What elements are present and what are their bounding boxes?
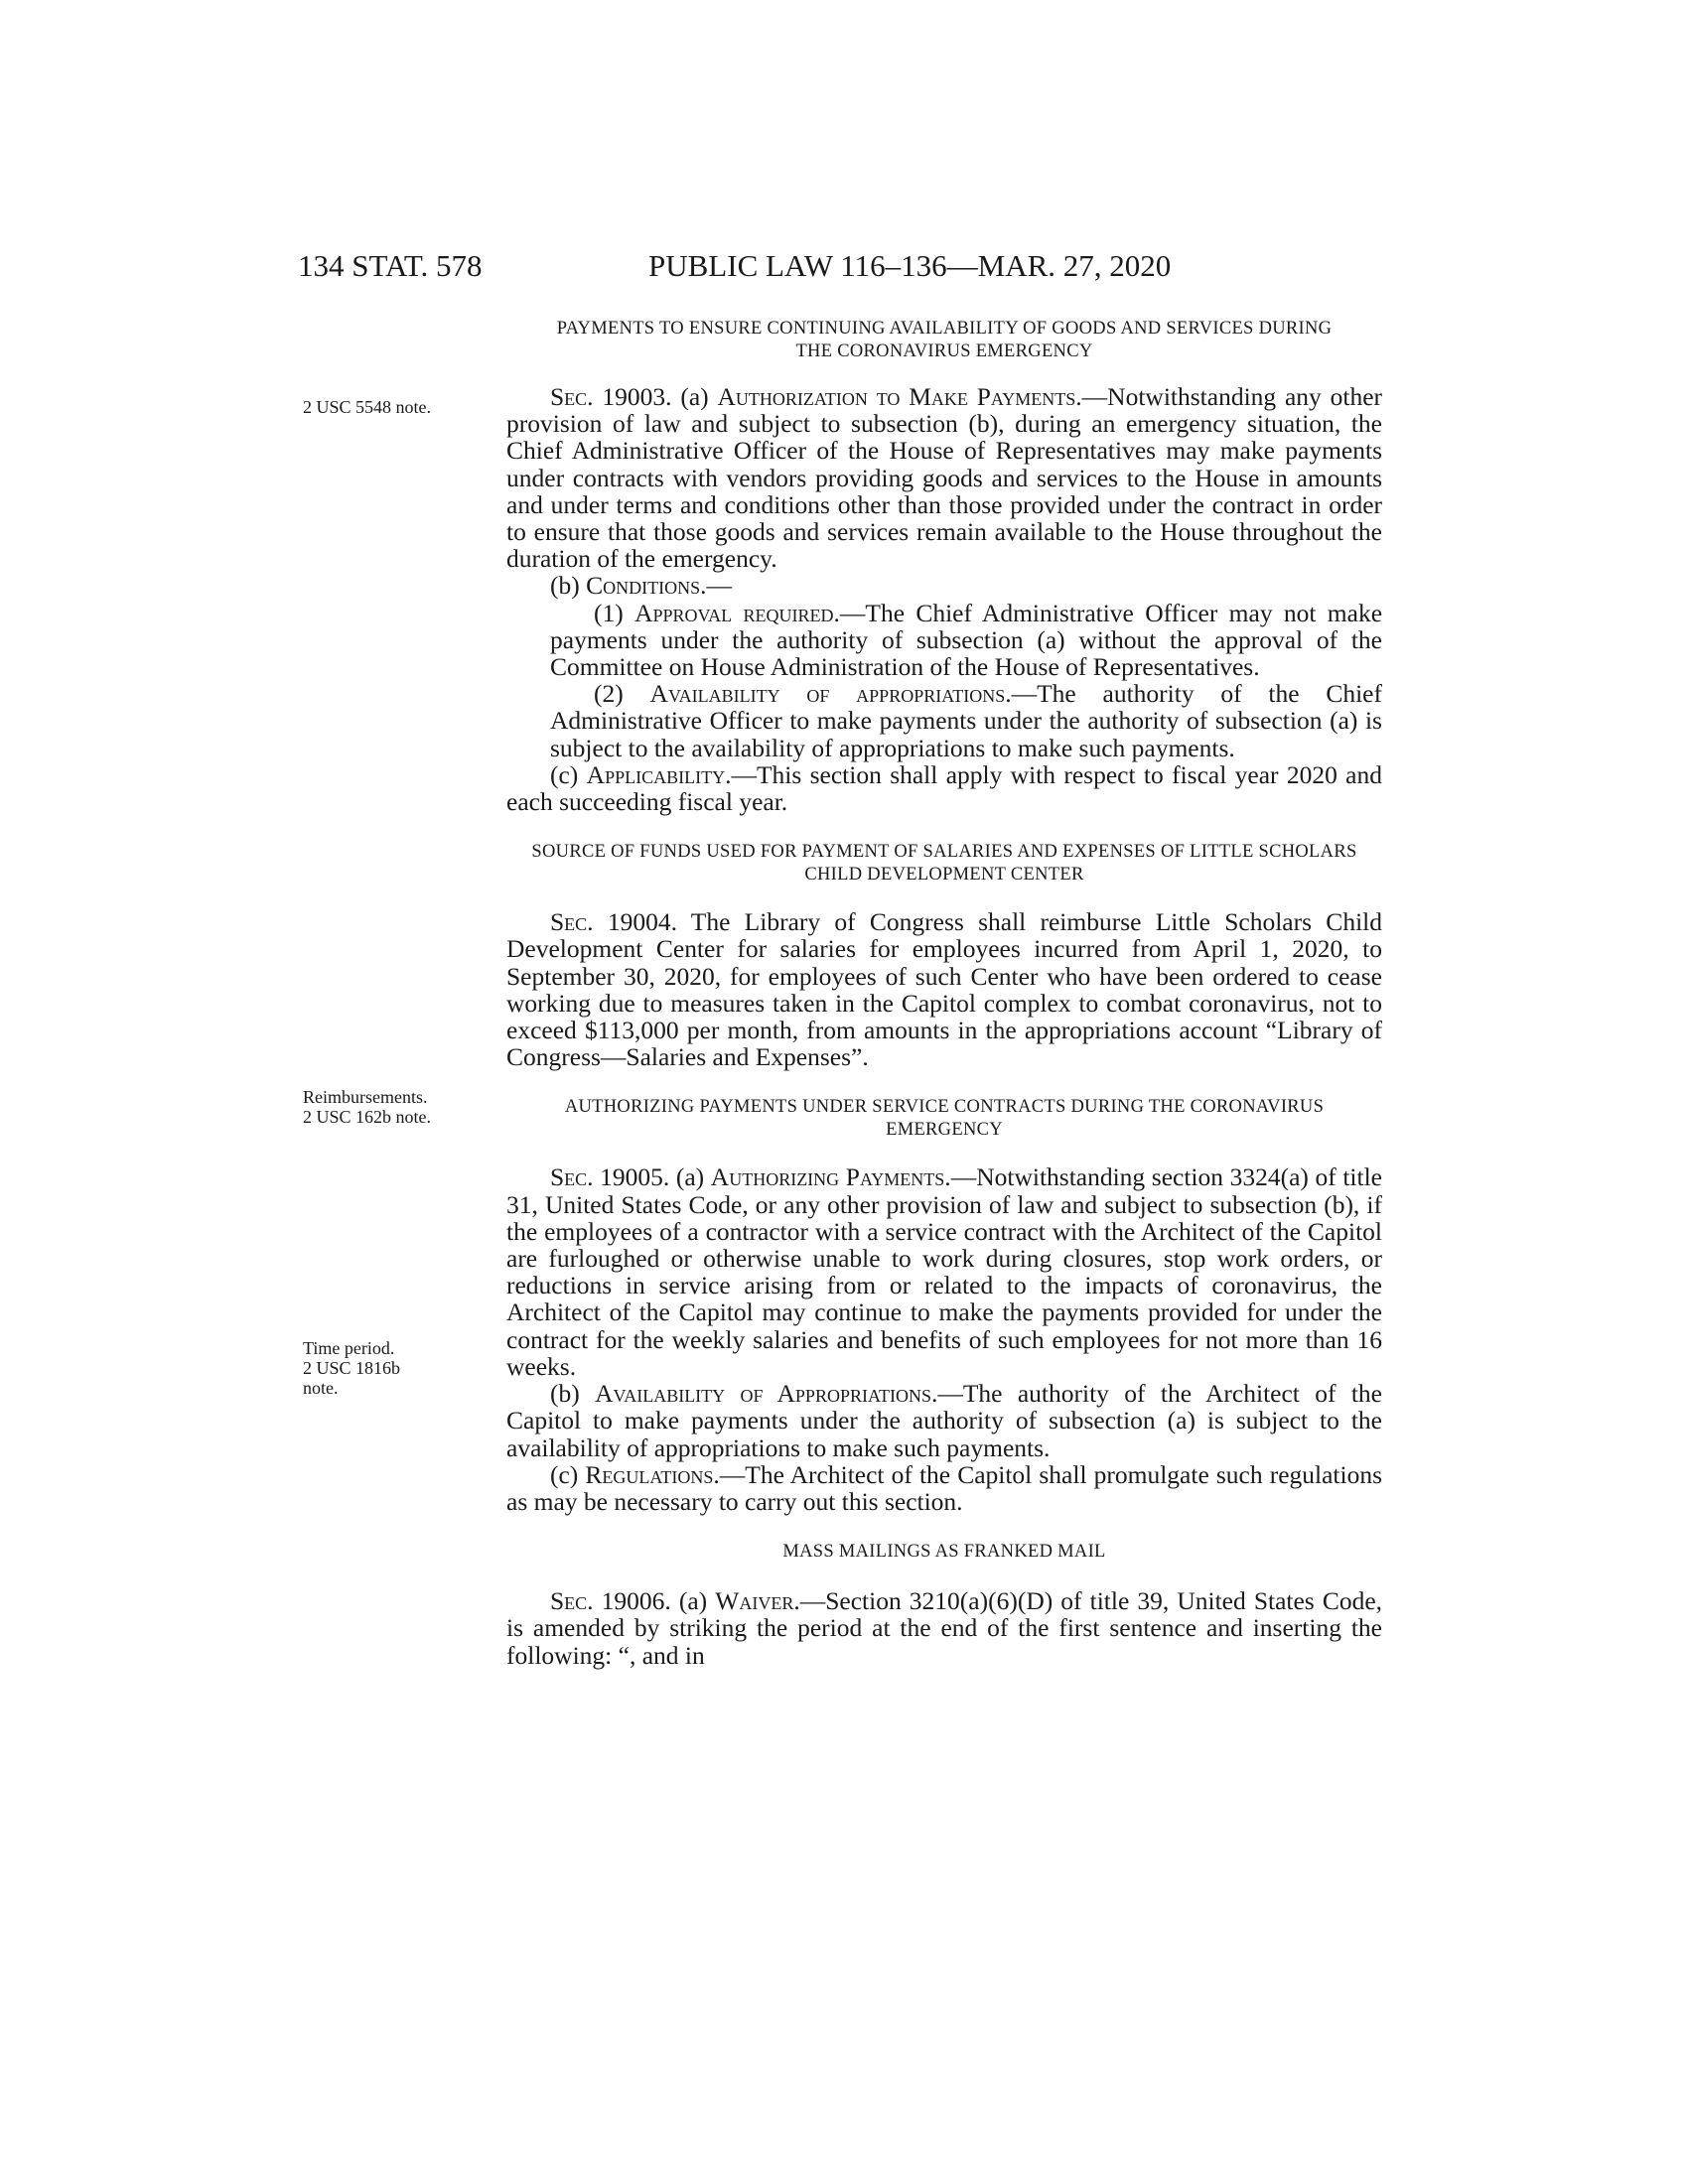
paragraph-heading: Waiver. bbox=[715, 1586, 800, 1616]
margin-note-19004 bbox=[303, 1087, 477, 1127]
paragraph bbox=[506, 1587, 1382, 1669]
paragraph-text: The Library of Congress shall reimburse Little Scholars Child Development Center for salaries for employees incurred from April 1, 2020, to September 30, 2020, for employees of such Center who have been ordered to cease working due to measures taken in the Capitol complex to combat coronavirus, not to exceed $113,000 per month, from amounts in the appropriations account “Library of Congress—Salaries and Expenses”. bbox=[506, 907, 1382, 1072]
paragraph-label: (b) bbox=[550, 571, 580, 601]
running-head bbox=[298, 246, 1380, 286]
paragraph-heading: Approval required. bbox=[634, 598, 840, 627]
margin-note-line: 2 USC 1816b bbox=[303, 1358, 401, 1378]
paragraph-text: —The authority of the Chief Administrative Officer to make payments under the authority of subsection (a) is subject to the availability of appropriations to make such payments. bbox=[550, 679, 1382, 762]
paragraph bbox=[550, 600, 1382, 681]
paragraph-heading: Authorizing Payments. bbox=[710, 1162, 951, 1192]
margin-note-line: 2 USC 162b note. bbox=[303, 1107, 432, 1127]
paragraph-text: — bbox=[706, 571, 732, 601]
paragraph-text: —Notwithstanding any other provision of law and subject to subsection (b), during an emergency situation, the Chief Administrative Officer of the House of Representatives may make payments under contracts with vendors providing goods and services to the House in amounts and under terms and conditions other than those provided under the contract in order to ensure that those goods and services remain available to the House throughout the duration of the emergency. bbox=[506, 382, 1383, 574]
section-caption: SOURCE OF FUNDS USED FOR PAYMENT OF SALARIES AND EXPENSES OF LITTLE SCHOLARS CHILD DEVELOPMENT CENTER bbox=[531, 842, 1357, 886]
paragraph-text: —Section 3210(a)(6)(D) of title 39, United States Code, is amended by striking the period at the end of the first sentence and inserting the following: “, and in bbox=[506, 1586, 1383, 1670]
paragraph-text: —The Architect of the Capitol shall promulgate such regulations as may be necessary to carry out this section. bbox=[506, 1459, 1383, 1516]
paragraph-text: —Notwithstanding section 3324(a) of title 31, United States Code, or any other provision of law and subject to subsection (b), if the employees of a contractor with a service contract with the Architect of the Capitol are furloughed or otherwise unable to work during closures, stop work orders, or reductions in service arising from or related to the impacts of coronavirus, the Architect of the Capitol may continue to make the payments provided for under the contract for the weekly salaries and benefits of such employees for not more than 16 weeks. bbox=[506, 1162, 1382, 1381]
paragraph-text: —This section shall apply with respect to fiscal year 2020 and each succeeding fiscal year. bbox=[506, 759, 1383, 817]
margin-note-line: Time period. bbox=[303, 1338, 395, 1358]
margin-note-19005 bbox=[303, 1338, 477, 1398]
paragraph-label: (c) bbox=[550, 1459, 579, 1489]
paragraph-label: (a) bbox=[678, 1586, 708, 1616]
margin-note-line: Reimbursements. bbox=[303, 1087, 428, 1107]
section-caption: AUTHORIZING PAYMENTS UNDER SERVICE CONTRACTS DURING THE CORONAVIRUS EMERGENCY bbox=[564, 1097, 1325, 1141]
paragraph bbox=[506, 1461, 1382, 1515]
paragraph-label: (1) bbox=[594, 598, 624, 627]
section-19003 bbox=[506, 318, 1382, 815]
body-text bbox=[506, 318, 1382, 1669]
paragraph-label: (c) bbox=[550, 759, 579, 789]
law-title: PUBLIC LAW 116–136—MAR. 27, 2020 bbox=[648, 248, 1172, 283]
paragraph bbox=[506, 1380, 1382, 1461]
paragraph bbox=[506, 572, 1382, 599]
section-19006 bbox=[506, 1541, 1382, 1669]
paragraph bbox=[506, 1163, 1382, 1380]
margin-note-line: note. bbox=[303, 1378, 339, 1398]
section-caption: MASS MAILINGS AS FRANKED MAIL bbox=[782, 1542, 1106, 1563]
paragraph bbox=[550, 680, 1382, 761]
paragraph bbox=[506, 908, 1382, 1070]
paragraph-heading: Availability of appropriations. bbox=[649, 679, 1012, 709]
section-caption: PAYMENTS TO ENSURE CONTINUING AVAILABILITY OF GOODS AND SERVICES DURING THE CORONAVIRUS EMERGENCY bbox=[556, 319, 1333, 361]
paragraph-label: (b) bbox=[550, 1379, 580, 1409]
paragraph-text: —The Chief Administrative Officer may not make payments under the authority of subsection (a) without the approval of the Committee on House Administration of the House of Representatives. bbox=[550, 598, 1383, 682]
paragraph bbox=[506, 383, 1382, 572]
paragraph-heading: Authorization to Make Payments. bbox=[717, 382, 1082, 411]
paragraph-heading: Applicability. bbox=[586, 759, 732, 789]
section-number: Sec. 19005. bbox=[550, 1162, 670, 1192]
section-number: Sec. 19006. bbox=[550, 1586, 671, 1616]
paragraph bbox=[506, 761, 1382, 815]
paragraph-label: (2) bbox=[594, 679, 624, 709]
paragraph-heading: Regulations. bbox=[585, 1459, 720, 1489]
section-19004 bbox=[506, 841, 1382, 1070]
section-number: Sec. 19004. bbox=[550, 907, 677, 937]
paragraph-heading: Availability of Appropriations. bbox=[595, 1379, 938, 1409]
stat-page-number: 134 STAT. 578 bbox=[298, 248, 483, 283]
paragraph-text: —The authority of the Architect of the Capitol to make payments under the authority of subsection (a) is subject to the availability of appropriations to make such payments. bbox=[506, 1379, 1382, 1462]
paragraph-heading: Conditions. bbox=[586, 571, 707, 601]
margin-note-19003 bbox=[303, 397, 477, 417]
section-number: Sec. 19003. bbox=[550, 382, 672, 411]
section-19005 bbox=[506, 1096, 1382, 1515]
margin-note-line: 2 USC 5548 note. bbox=[303, 397, 432, 417]
paragraph-label: (a) bbox=[675, 1162, 705, 1192]
paragraph-label: (a) bbox=[680, 382, 709, 411]
